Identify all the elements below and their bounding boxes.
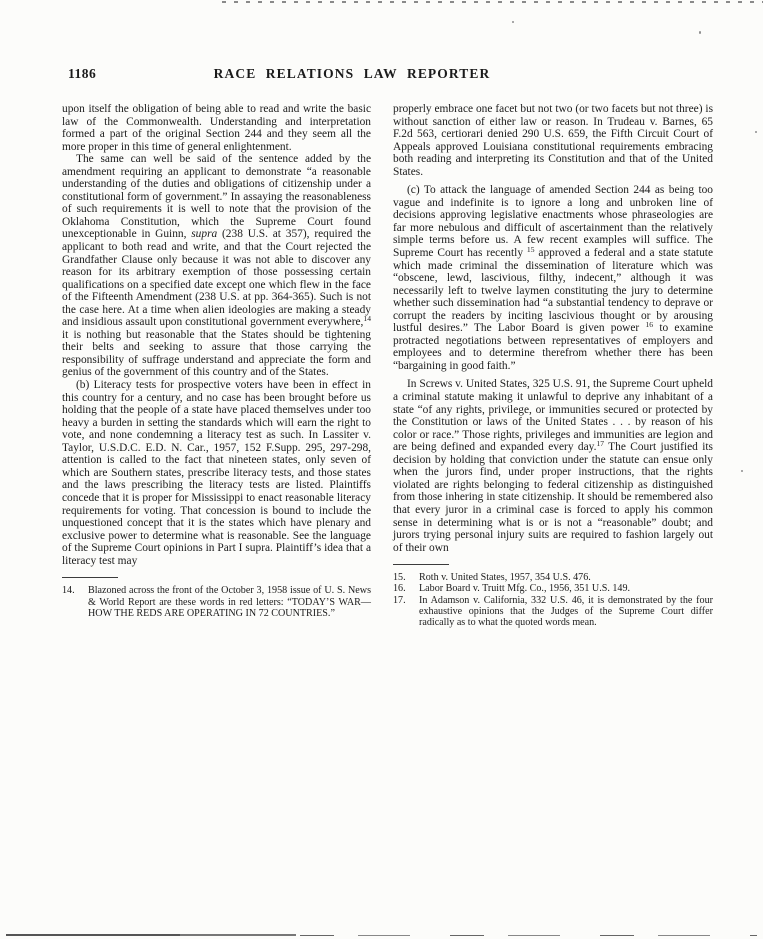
paragraph: (c) To attack the language of amended Section 244 as being too vague and indefinite is to ignore a long and unbroken line of decisions approving legislative enactments whose phraseologies are far more nebulous and difficult of ascertainment than the relatively simple terms before us. A few recent examples will suffice. The Supreme Court has recently $^{15}$ approved a federal and a state statute which made criminal the dissemination of literature which was “obscene, lewd, lascivious, filthy, indecent,” although it was necessarily left to twelve laymen constituting the jury to determine whether such dissemination had “a substantial tendency to deprave or corrupt the readers by inciting lascivious thought or by arousing lustful desires.” The Labor Board is given power $^{16}$ to examine protracted negotiations between representatives of employers and employees and to determine therefrom whether there has been “bargaining in good faith.” — [393, 184, 714, 372]
footnote — [62, 585, 371, 619]
two-column-text-block — [62, 103, 713, 629]
footnote — [393, 595, 713, 629]
footnote-text: In Adamson v. California, 332 U.S. 46, it is demonstrated by the four exhaustive opinions that the Judges of the Supreme Court differ radically as to what the quoted words mean. — [419, 594, 713, 629]
footnote-text: Roth v. United States, 1957, 354 U.S. 476. — [419, 572, 591, 584]
right-column — [393, 103, 713, 629]
paragraph: upon itself the obligation of being able to read and write the basic law of the Commonwealth. Understanding and interpretation formed a part of the original Section 244 and they seem all the more proper in this time of general enlightenment. — [62, 103, 371, 153]
footnote-reference: 17 — [596, 439, 605, 449]
scan-artifact-dotted-line — [222, 1, 763, 4]
running-title: RACE RELATIONS LAW REPORTER — [213, 66, 491, 81]
footnote-text: Blazoned across the front of the October 3, 1958 issue of U. S. News & World Report are these words in red letters: “TODAY’S WAR—HOW THE REDS ARE OPERATING IN 72 COUNTRIES.” — [88, 585, 371, 619]
scan-speck — [512, 21, 514, 23]
italic-text: supra — [191, 228, 218, 241]
page-number: 1186 — [68, 66, 97, 81]
footnote-separator — [62, 577, 118, 578]
footnote-reference: 15 — [526, 245, 535, 255]
right-column-footnotes — [393, 572, 713, 628]
footnote-separator — [393, 564, 449, 565]
footnote-number: 17. — [393, 594, 406, 606]
paragraph: The same can well be said of the sentence added by the amendment requiring an applicant to demonstrate “a reasonable understanding of the duties and obligations of citizenship under a constitutional form of government.” In assaying the reasonableness of such requirements it is well to note that the provision of the Oklahoma Constitution, which the Supreme Court found unexceptionable in Guinn, supra (238 U.S. at 357), required the applicant to both read and write, and that the Court rejected the Grandfather Clause only because it was not able to discover any reason for its arbitrary exemption of those possessing certain qualifications on a specified date except one which flew in the face of the Fifteenth Amendment (238 U.S. at pp. 364-365). Such is not the case here. At a time when alien ideologies are making a steady and insidious assault upon constitutional government everywhere,$^{14}$ it is nothing but reasonable that the States should be tightening their belts and seeking to assure that those carrying the responsibility of suffrage understand and appreciate the form and genius of the government of this country and of the States. — [62, 153, 371, 379]
left-column-footnotes — [62, 585, 371, 619]
scan-speck — [699, 31, 701, 34]
paragraph: In Screws v. United States, 325 U.S. 91, the Supreme Court upheld a criminal statute making it unlawful to deprive any inhabitant of a state “of any rights, privilege, or immunities secured or protected by the Constitution or laws of the United States . . . by reason of his color or race.” Those rights, privileges and immunities are legion and are being defined and expanded every day.$^{17}$ The Court justified its decision by holding that conviction under the statute can ensue only when the jurors find, under proper instructions, that the rights violated are rights belonging to federal citizenship as distinguished from those inhering in state citizenship. It should be remembered also that every juror in a criminal case is forced to apply his common sense in determining what is or is not a “reasonable” doubt; and jurors trying personal injury suits are required to fashion largely out of their own — [393, 378, 713, 554]
scan-speck — [741, 470, 743, 472]
footnote-number: 15. — [393, 572, 406, 584]
scan-artifact-bottom-line-dashed — [300, 934, 757, 936]
footnote-number: 16. — [393, 583, 406, 595]
page-header — [0, 66, 763, 86]
scan-artifact-bottom-line — [6, 934, 296, 936]
footnote — [393, 572, 713, 583]
footnote-reference: 14 — [363, 314, 371, 324]
footnote — [393, 583, 713, 594]
left-column — [62, 103, 371, 619]
right-column-body — [393, 103, 713, 554]
footnote-number: 14. — [62, 585, 75, 597]
scan-speck — [755, 131, 757, 133]
left-column-body — [62, 103, 371, 567]
paragraph: (b) Literacy tests for prospective voters have been in effect in this country for a century, and no case has been brought before us holding that the people of a state have placed themselves under too heavy a burden in setting the standards which will earn the right to vote, and none condemning a literacy test as such. In Lassiter v. Taylor, U.S.D.C. E.D. N. Car., 1957, 152 F.Supp. 295, 297-298, attention is called to the fact that nineteen states, only seven of which are Southern states, prescribe literacy tests, and those states and the laws prescribing the literacy tests are listed. Plaintiffs concede that it is proper for Mississippi to enact reasonable literacy requirements for voting. That concession is bound to include the unquestioned concept that it is the states which have plenary and exclusive power to determine what is reasonable. See the language of the Supreme Court opinions in Part I supra. Plaintiff’s idea that a literacy test may — [62, 379, 371, 567]
footnote-reference: 16 — [645, 320, 654, 330]
footnote-text: Labor Board v. Truitt Mfg. Co., 1956, 351 U.S. 149. — [419, 583, 631, 595]
paragraph: properly embrace one facet but not two (or two facets but not three) is without sanction of either law or reason. In Trudeau v. Barnes, 65 F.2d 563, certiorari denied 290 U.S. 659, the Fifth Circuit Court of Appeals approved Louisiana constitutional requirements embracing both reading and interpreting its Constitution and that of the United States. — [393, 103, 713, 178]
